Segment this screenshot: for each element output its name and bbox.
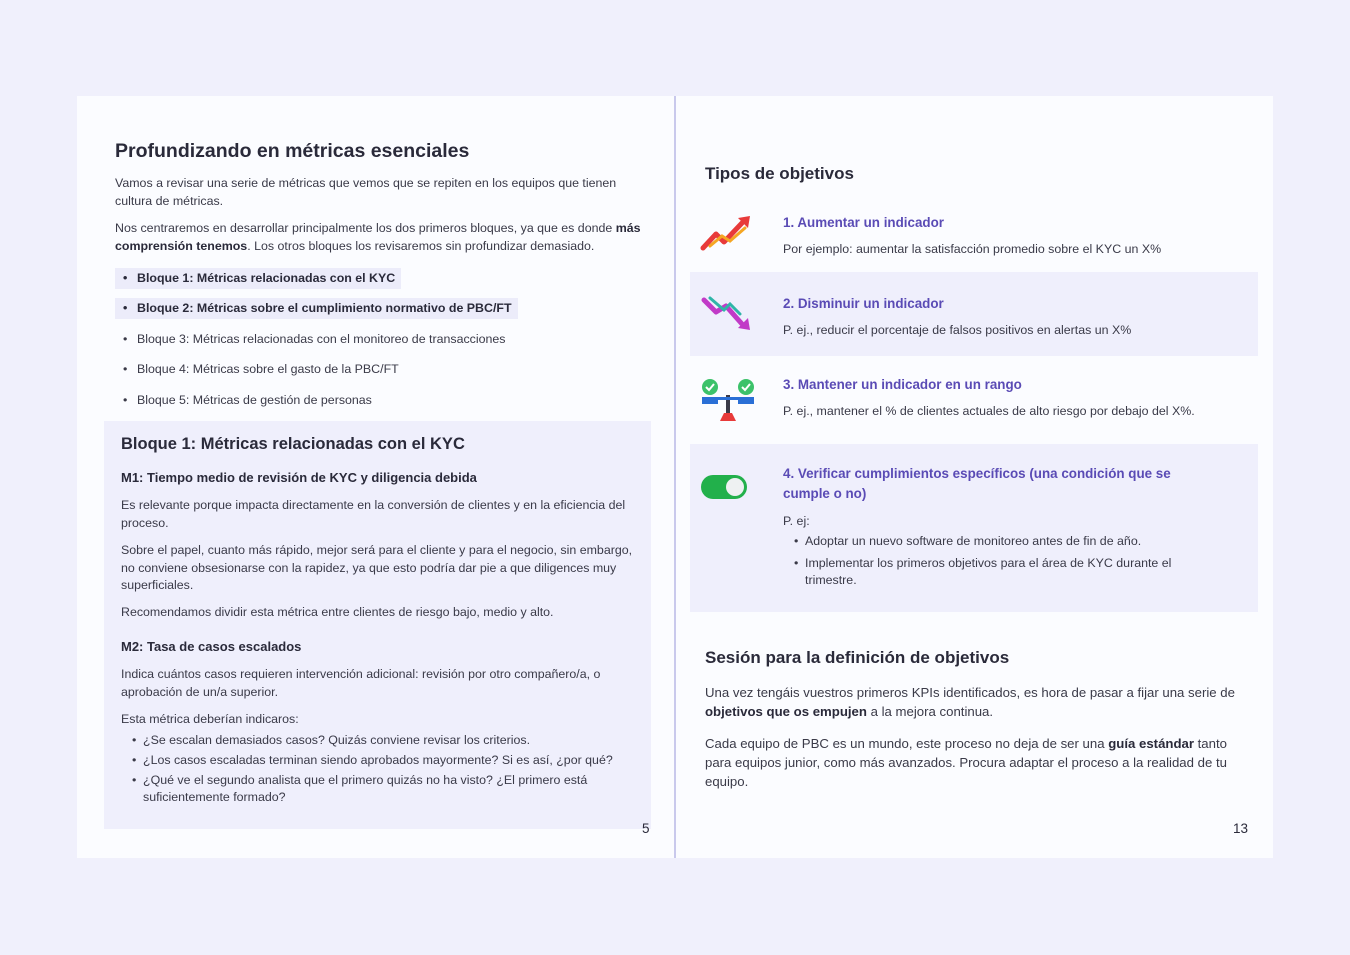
rising-chart-icon	[700, 214, 754, 259]
left-page	[77, 96, 674, 858]
objective-verify	[690, 444, 1258, 612]
objective-range	[690, 361, 1258, 439]
toggle-switch-icon	[700, 474, 748, 505]
list-item: • Bloque 1: Métricas relacionadas con el KYC	[115, 268, 401, 289]
m1-title: M1: Tiempo medio de revisión de KYC y diligencia debida	[121, 470, 477, 485]
objectives-title: Tipos de objetivos	[705, 164, 854, 183]
right-page	[676, 96, 1273, 858]
objective-title: 1. Aumentar un indicador	[783, 215, 944, 230]
kyc-metrics-box	[104, 421, 651, 829]
list-item: • ¿Los casos escaladas terminan siendo aprobados mayormente? Si es así, ¿por qué?	[121, 752, 621, 769]
session-paragraph-1: Una vez tengáis vuestros primeros KPIs identificados, es hora de pasar a fijar una serie de objetivos que os empujen a la mejora continua.	[705, 685, 1235, 719]
page-title: Profundizando en métricas esenciales	[115, 140, 470, 162]
m2-paragraph-2: Esta métrica deberían indicaros:	[121, 712, 299, 726]
list-item: • ¿Se escalan demasiados casos? Quizás conviene revisar los criterios.	[121, 732, 621, 749]
objective-increase	[690, 204, 1258, 266]
list-item: • Bloque 2: Métricas sobre el cumplimiento normativo de PBC/FT	[115, 298, 518, 319]
m1-paragraph-3: Recomendamos dividir esta métrica entre clientes de riesgo bajo, medio y alto.	[121, 605, 554, 619]
objective-title: 3. Mantener un indicador en un rango	[783, 377, 1022, 392]
objective-desc: P. ej:	[783, 514, 810, 528]
list-item: • Adoptar un nuevo software de monitoreo antes de fin de año.	[783, 533, 1203, 551]
session-paragraph-2: Cada equipo de PBC es un mundo, este proceso no deja de ser una guía estándar tanto para equipos junior, como más avanzados. Procura adaptar el proceso a la realidad de tu equipo.	[705, 736, 1227, 789]
objective-title: 4. Verificar cumplimientos específicos (una condición que se cumple o no)	[783, 466, 1171, 501]
list-item: • Bloque 4: Métricas sobre el gasto de la PBC/FT	[115, 359, 405, 380]
m1-paragraph-2: Sobre el papel, cuanto más rápido, mejor será para el cliente y para el negocio, sin embargo, no conviene obsesionarse con la rapidez, ya que esto podría dar pie a que diligences muy superficiales.	[121, 543, 633, 592]
page-number: 5	[642, 821, 650, 836]
list-item: • Bloque 5: Métricas de gestión de personas	[115, 390, 378, 411]
falling-chart-icon	[700, 294, 754, 339]
session-title: Sesión para la definición de objetivos	[705, 648, 1010, 667]
m2-title: M2: Tasa de casos escalados	[121, 639, 302, 654]
list-item: • ¿Qué ve el segundo analista que el primero quizás no ha visto? ¿El primero está suficientemente formado?	[121, 772, 621, 806]
m2-bullets	[121, 732, 621, 809]
m2-paragraph-1: Indica cuántos casos requieren intervención adicional: revisión por otro compañero/a, o aprobación de un/a superior.	[121, 667, 601, 699]
objective-title: 2. Disminuir un indicador	[783, 296, 944, 311]
list-item: • Implementar los primeros objetivos para el área de KYC durante el trimestre.	[783, 555, 1203, 590]
intro-paragraph-2: Nos centraremos en desarrollar principalmente los dos primeros bloques, ya que es donde más comprensión tenemos. Los otros bloques los revisaremos sin profundizar demasiado.	[115, 221, 641, 253]
list-item: • Bloque 3: Métricas relacionadas con el monitoreo de transacciones	[115, 329, 511, 350]
objective-decrease	[690, 272, 1258, 356]
page-number: 13	[1233, 821, 1249, 836]
objective-bullets	[783, 533, 1203, 594]
blocks-list	[115, 268, 518, 420]
box-title: Bloque 1: Métricas relacionadas con el KYC	[121, 435, 465, 453]
objective-desc: Por ejemplo: aumentar la satisfacción promedio sobre el KYC un X%	[783, 242, 1162, 256]
balance-scale-icon	[700, 377, 756, 428]
objective-desc: P. ej., mantener el % de clientes actuales de alto riesgo por debajo del X%.	[783, 404, 1195, 418]
intro-paragraph-1: Vamos a revisar una serie de métricas que vemos que se repiten en los equipos que tienen cultura de métricas.	[115, 176, 617, 208]
m1-paragraph-1: Es relevante porque impacta directamente en la conversión de clientes y en la eficiencia del proceso.	[121, 498, 626, 530]
objective-desc: P. ej., reducir el porcentaje de falsos positivos en alertas un X%	[783, 323, 1132, 337]
